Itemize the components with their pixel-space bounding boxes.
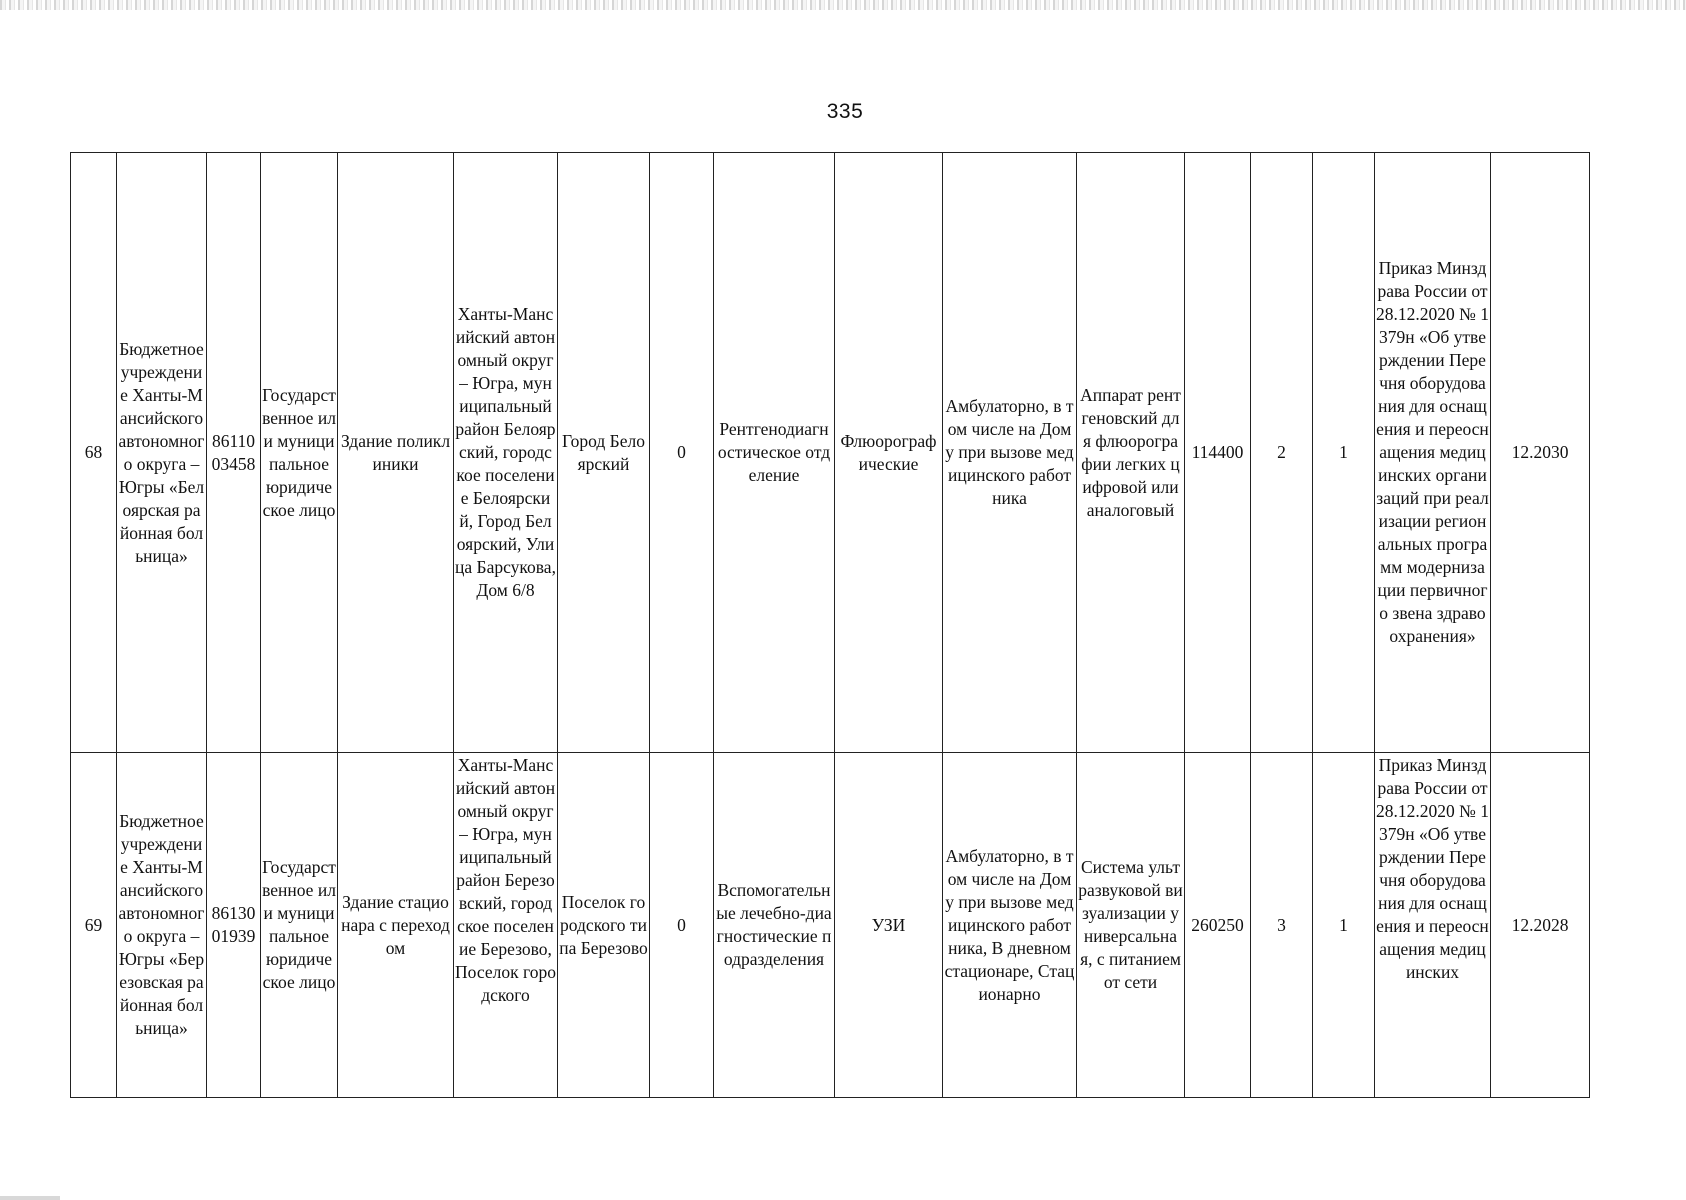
scan-edge <box>0 0 1686 10</box>
address: Ханты-Мансийский автономный округ – Югра, муниципальный район Белоярский, городское поселение Белоярский, Город Белоярский, Улица Барсукова, Дом 6/8 <box>454 153 558 753</box>
scan-artifact <box>0 1196 60 1200</box>
equipment-code: 114400 <box>1185 153 1251 753</box>
department: Вспомогательные лечебно-диагностические подразделения <box>714 753 835 1098</box>
settlement: Город Белоярский <box>558 153 650 753</box>
department: Рентгенодиагностическое отделение <box>714 153 835 753</box>
row-number: 69 <box>71 753 117 1098</box>
page-number: 335 <box>826 100 864 123</box>
row-number: 68 <box>71 153 117 753</box>
table-row <box>71 753 1590 1098</box>
quantity-b: 1 <box>1313 753 1375 1098</box>
building-name: Здание поликлиники <box>338 153 454 753</box>
equipment-registry-table <box>70 152 1590 1098</box>
regulatory-order: Приказ Минздрава России от 28.12.2020 № 1379н «Об утверждении Перечня оборудования для оснащения и переоснащения медицинских <box>1375 753 1491 1098</box>
care-conditions: Амбулаторно, в том числе на Дому при вызове медицинского работника <box>943 153 1077 753</box>
equipment-category: УЗИ <box>835 753 943 1098</box>
equipment-description: Аппарат рентгеновский для флюорографии легких цифровой или аналоговый <box>1077 153 1185 753</box>
due-date: 12.2028 <box>1491 753 1590 1098</box>
address: Ханты-Мансийский автономный округ – Югра, муниципальный район Березовский, городское поселение Березово, Поселок городского <box>454 753 558 1098</box>
quantity-a: 3 <box>1251 753 1313 1098</box>
regulatory-order: Приказ Минздрава России от 28.12.2020 № 1379н «Об утверждении Перечня оборудования для оснащения и переоснащения медицинских организаций при реализации региональных программ модернизации первичного звена здравоохранения» <box>1375 153 1491 753</box>
due-date: 12.2030 <box>1491 153 1590 753</box>
institution-name: Бюджетное учреждение Ханты-Мансийского автономного округа – Югры «Березовская районная больница» <box>117 753 207 1098</box>
quantity-b: 1 <box>1313 153 1375 753</box>
zero-value: 0 <box>650 753 714 1098</box>
care-conditions: Амбулаторно, в том числе на Дому при вызове медицинского работника, В дневном стационаре, Стационарно <box>943 753 1077 1098</box>
settlement: Поселок городского типа Березово <box>558 753 650 1098</box>
legal-form: Государственное или муниципальное юридическое лицо <box>261 153 338 753</box>
quantity-a: 2 <box>1251 153 1313 753</box>
table-row <box>71 153 1590 753</box>
inn-code: 8613001939 <box>207 753 261 1098</box>
equipment-code: 260250 <box>1185 753 1251 1098</box>
inn-code: 8611003458 <box>207 153 261 753</box>
building-name: Здание стационара с переходом <box>338 753 454 1098</box>
registry-table-wrapper <box>70 152 1590 1098</box>
legal-form: Государственное или муниципальное юридическое лицо <box>261 753 338 1098</box>
equipment-category: Флюорографические <box>835 153 943 753</box>
institution-name: Бюджетное учреждение Ханты-Мансийского автономного округа – Югры «Белоярская районная больница» <box>117 153 207 753</box>
equipment-description: Система ультразвуковой визуализации универсальная, с питанием от сети <box>1077 753 1185 1098</box>
zero-value: 0 <box>650 153 714 753</box>
